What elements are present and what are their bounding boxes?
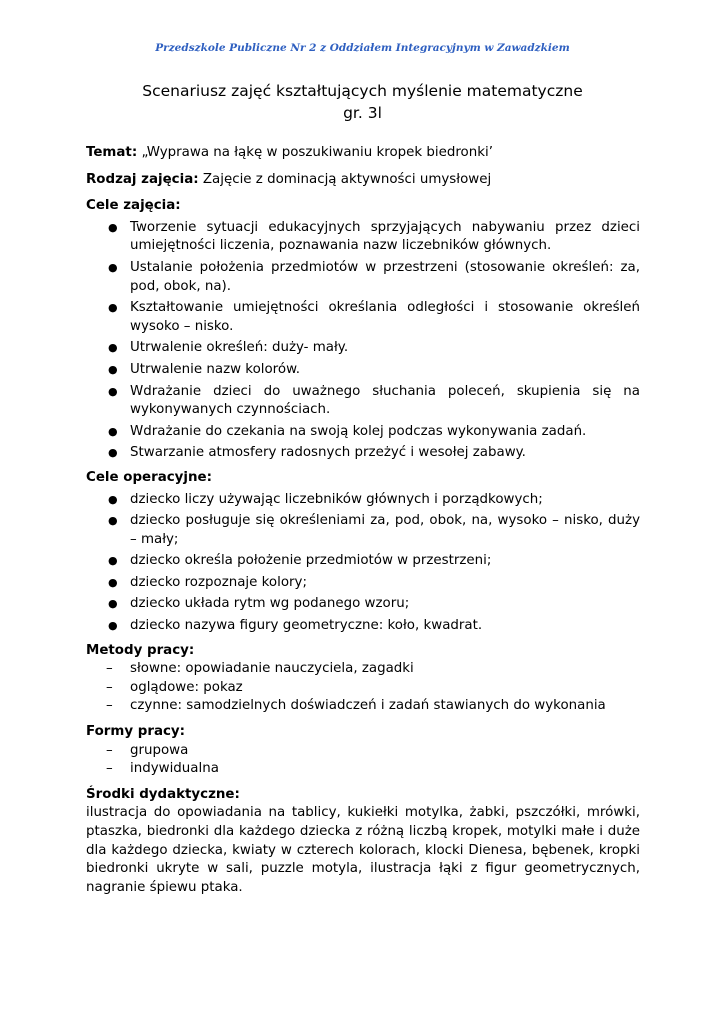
temat-field [86,144,640,163]
list-item-text: Kształtowanie umiejętności określania odległości i stosowanie określeń wysoko – nisko. [130,300,640,334]
dash-icon: – [106,742,113,758]
bullet-icon: ● [108,554,118,568]
list-item-text: dziecko posługuje się określeniami za, pod, obok, na, wysoko – nisko, duży – mały; [130,513,640,547]
list-item-text: oglądowe: pokaz [130,679,243,695]
formy-list [86,742,640,779]
bullet-icon: ● [108,597,118,611]
list-item [86,552,640,571]
list-item-text: dziecko określa położenie przedmiotów w przestrzeni; [130,553,492,569]
institution-header: Przedszkole Publiczne Nr 2 z Oddziałem Integracyjnym w Zawadzkiem [155,42,570,54]
bullet-icon: ● [108,424,118,438]
title-line-1: Scenariusz zajęć kształtujących myślenie matematyczne [142,82,583,100]
bullet-icon: ● [108,575,118,589]
list-item [86,339,640,358]
dash-icon: – [106,761,113,777]
bullet-icon: ● [108,220,118,234]
formy-heading: Formy pracy: [86,724,185,740]
list-item [86,742,640,761]
list-item-text: dziecko układa rytm wg podanego wzoru; [130,596,410,612]
list-item [86,679,640,698]
list-item-text: Wdrażanie dzieci do uważnego słuchania poleceń, skupienia się na wykonywanych czynnościach. [130,383,640,418]
cele-zajecia-heading: Cele zajęcia: [86,198,181,214]
list-item [86,444,640,463]
list-item [86,660,640,679]
srodki-text: ilustracja do opowiadania na tablicy, kukiełki motylka, żabki, pszczółki, mrówki, ptaszka, biedronki dla każdego dziecka z różną liczbą kropek, motylki małe i duże dla każdego dziecka, kwiaty w czterech kolorach, klocki Dienesa, bębenek, kropki biedronki ukryte w sali, puzzle motyla, ilustracja łąki z figur geometrycznych, nagranie śpiewu ptaka. [86,805,640,895]
bullet-icon: ● [108,384,118,398]
rodzaj-field [86,171,640,190]
cele-operacyjne-heading: Cele operacyjne: [86,469,212,485]
list-item [86,259,640,296]
dash-icon: – [106,679,113,695]
list-item-text: Tworzenie sytuacji edukacyjnych sprzyjających nabywaniu przez dzieci umiejętności liczenia, poznawania nazw liczebników głównych. [130,219,640,254]
bullet-icon: ● [108,260,118,274]
list-item [86,697,640,716]
list-item [86,383,640,420]
list-item-text: Wdrażanie do czekania na swoją kolej podczas wykonywania zadań. [130,423,587,439]
list-item-text: Stwarzanie atmosfery radosnych przeżyć i wesołej zabawy. [130,445,526,461]
cele-zajecia-list [86,219,640,463]
title-line-2: gr. 3l [343,104,382,122]
temat-label: Temat: [86,145,138,160]
list-item [86,219,640,256]
list-item [86,760,640,779]
list-item-text: Utrwalenie nazw kolorów. [130,361,301,377]
list-item-text: grupowa [130,742,189,758]
list-item-text: czynne: samodzielnych doświadczeń i zadań stawianych do wykonania [130,698,606,714]
list-item-text: dziecko nazywa figury geometryczne: koło, kwadrat. [130,618,483,634]
list-item-text: Utrwalenie określeń: duży- mały. [130,340,349,356]
list-item-text: Ustalanie położenia przedmiotów w przestrzeni (stosowanie określeń: za, pod, obok, na). [130,259,640,294]
list-item-text: dziecko liczy używając liczebników głównych i porządkowych; [130,491,543,507]
list-item [86,491,640,510]
bullet-icon: ● [108,514,118,528]
document-body [86,144,640,897]
dash-icon: – [106,698,113,714]
list-item-text: indywidualna [130,761,219,777]
list-item-text: słowne: opowiadanie nauczyciela, zagadki [130,661,414,677]
bullet-icon: ● [108,301,118,315]
metody-list [86,660,640,716]
list-item [86,423,640,442]
dash-icon: – [106,661,113,677]
document-title [0,80,725,124]
bullet-icon: ● [108,341,118,355]
list-item [86,574,640,593]
list-item [86,512,640,549]
srodki-heading: Środki dydaktyczne: [86,786,240,802]
bullet-icon: ● [108,619,118,633]
rodzaj-value: Zajęcie z dominacją aktywności umysłowej [202,171,492,187]
list-item [86,361,640,380]
cele-operacyjne-list [86,491,640,636]
list-item [86,299,640,336]
list-item [86,617,640,636]
bullet-icon: ● [108,492,118,506]
rodzaj-label: Rodzaj zajęcia: [86,171,199,187]
list-item-text: dziecko rozpoznaje kolory; [130,574,307,590]
bullet-icon: ● [108,446,118,460]
bullet-icon: ● [108,362,118,376]
temat-value: „Wyprawa na łąkę w poszukiwaniu kropek biedronki’ [141,145,493,160]
list-item [86,595,640,614]
metody-heading: Metody pracy: [86,642,195,658]
